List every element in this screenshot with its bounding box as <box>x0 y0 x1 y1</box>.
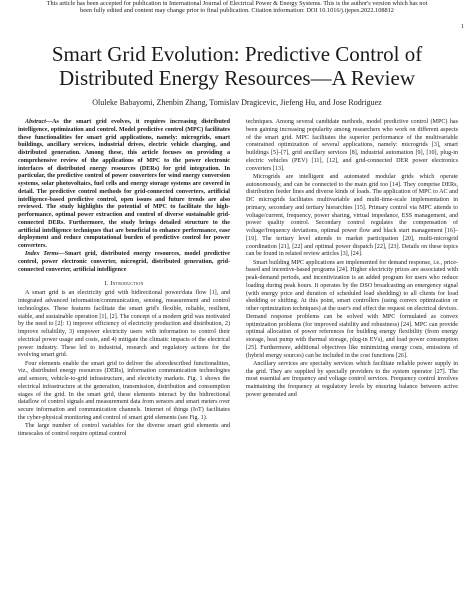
index-terms-text: —Smart grid, distributed energy resources, model predictive control, power electronic converter, microgrid, distributed generation, grid-connected converter, artificial intelligence <box>18 251 230 273</box>
body-paragraph: techniques. Among several candidate methods, model predictive control (MPC) has been gaining increasing popularity among researchers who work on different aspects of the smart grid. MPC facilitates the superior performance of the multivariable constrained optimization of several applications, namely: microgrids [3], smart buildings [5]–[7], grid ancillary services [8], industrial automation [9], [10], plug-in electric vehicles (PEV) [11], [12], and grid-connected DER power electronics converters [13]. <box>246 119 458 172</box>
section-heading-introduction <box>18 280 230 288</box>
body-paragraph: A smart grid is an electricity grid with bidirectional power/data flow [1], and integrated advanced information/communication, sensing, measurement and control technologies. These features facilitate the smart grid's flexible, reliable, resilient, stable, and sustainable operation [1], [2]. The concept of a modern grid was motivated by the need to [2]: 1) improve efficiency of electricity production and distribution, 2) improve reliability, 3) empower electricity users with information to control their electrical power usage and costs, and 4) mitigate the climatic impacts of the electrical power industry. These led to industrial, research and regulatory actions for the evolving smart grid. <box>18 290 230 359</box>
paper-title-line-2: Distributed Energy Resources—A Review <box>59 66 415 90</box>
section-numeral: I. <box>104 279 109 287</box>
body-paragraph: Ancillary services are specialty services which facilitate reliable power supply in the grid. They are supplied by specially providers to the system operator [27]. The most essential are frequency and voltage control services. Frequency control involves maintaining the frequency at regulatory levels by ensuring balance between active power generated and <box>246 360 458 398</box>
publication-notice-line-2: been fully edited and content may change prior to final publication. Citation information: DOI 10.1016/j.ijepes.2022.108812 <box>80 7 394 15</box>
abstract <box>18 119 230 251</box>
section-name: Introduction <box>110 279 144 287</box>
right-column <box>246 119 458 400</box>
body-paragraph: The large number of control variables for the diverse smart grid elements and timescales of control require optimal control <box>18 423 230 437</box>
author-list: Oluleke Babayomi, Zhenbin Zhang, Tomislav Dragicevic, Jiefeng Hu, and Jose Rodriguez <box>92 98 382 107</box>
paper-title <box>0 42 474 90</box>
left-column <box>18 119 230 439</box>
abstract-label: Abstract <box>25 119 46 125</box>
publication-notice-line-1: This article has been accepted for publication in International Journal of Electrical Power & Energy Systems. This is the author's version which has not <box>46 0 428 7</box>
body-paragraph: Smart building MPC applications are implemented for demand response, i.e., price-based and incentive-based programs [24]. Higher electricity prices are associated with peak-demand periods, and incentivization is an added program for users who reduce loading during peak hours. It operates by the DSO broadcasting an emergency signal (with energy price and duration of scheduled load shedding) to all clients for load shedding or shifting. At this point, smart controllers (using convex optimization or other optimization techniques) at the user's end effect the request on electrical devices. Demand response problems can be solved with MPC formulated as convex optimization problems (for improved stability and robustness) [24]. MPC can provide optimal allocation of power references for building energy flexibility (from energy storage, heat pump with thermal storage, plug-in EVs), and load power consumption [25]. Furthermore, additional objectives like minimizing energy costs, emissions of (hybrid energy sources) can be included in the cost functions [26]. <box>246 259 458 359</box>
page-number: 1 <box>460 23 464 30</box>
body-paragraph: Four elements enable the smart grid to deliver the aforedescribed functionalities, viz., distributed energy resources (DERs), information communication technologies and sensors, vehicle-to-grid infrastructure, and electricity markets. Fig. 1 shows the electrical infrastructure at the generation, transmission, distribution and consumption stages of the grid. In the smart grid, these elements interact by the bidirectional dataflow of control signals and measurement data from sensors and smart meters over secure information and communication channels. Internet of things (IoT) facilitates the cyber-physical monitoring and control of smart grid elements (see Fig. 1). <box>18 360 230 421</box>
index-terms-label: Index Terms <box>25 251 59 258</box>
publication-notice <box>0 0 474 15</box>
paper-title-line-1: Smart Grid Evolution: Predictive Control of <box>51 42 423 66</box>
abstract-text: —As the smart grid evolves, it requires increasing distributed intelligence, optimization and control. Model predictive control (MPC) facilitates these functionalities for smart grid applications, namely: microgrids, smart buildings, ancillary services, industrial drives, electric vehicle charging, and distributed generation. Among these, this article focuses on providing a comprehensive review of the applications of MPC to the power electronic interfaces of distributed energy resources (DERs) for grid integration. In particular, the predictive control of power converters for wind energy conversion systems, solar photovoltaics, fuel cells and energy storage systems are covered in detail. The predictive control methods for grid-connected converters, artificial intelligence-based predictive control, open issues and future trends are also reviewed. The study highlights the potential of MPC to facilitate the high-performance, optimal power extraction and control of diverse sustainable grid-connected DERs. Furthermore, the study brings detailed structure to the artificial intelligence techniques that are beneficial to enhance performance, ease deployment and reduce computational burden of predictive control for power converters. <box>18 119 230 249</box>
index-terms <box>18 251 230 274</box>
body-paragraph: Microgrids are intelligent and automated modular grids which operate autonomously, and can be connected to the main grid too [14]. They comprise DERs, distribution feeder lines and diverse kinds of loads. The application of MPC to AC and DC microgrids facilitates multivariable and multi-time-scale implementation in primary, secondary and tertiary hierarchies [15]. Primary control via MPC attends to voltage/current, frequency, power sharing, virtual impedance, ESS management, and power quality control. Secondary control regulates the compensation of voltage/frequency deviations, optimal power flow and black start management [16]–[19]. The tertiary level attends to market participation [20], multi-microgrid coordination [21], [22] and optimal power dispatch [22], [23]. Details on these topics can be found in related review articles [3], [24]. <box>246 173 458 258</box>
